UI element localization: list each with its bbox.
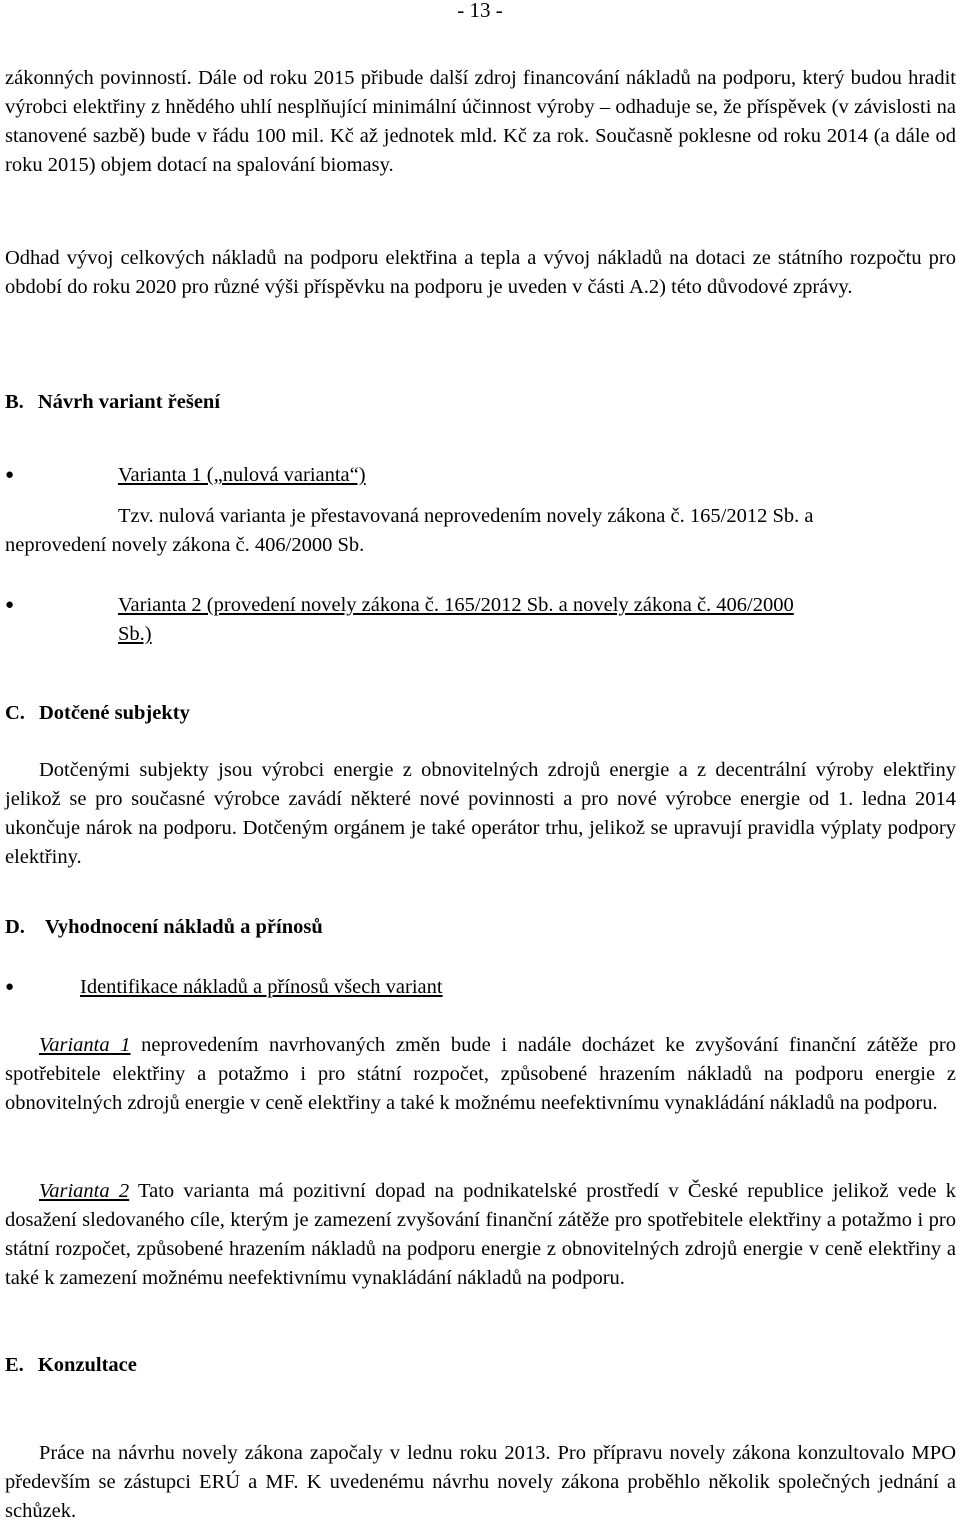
heading-title: Konzultace	[37, 1354, 137, 1376]
heading-letter: B.	[5, 391, 24, 413]
heading-title: Dotčené subjekty	[38, 702, 190, 724]
paragraph-funding: zákonných povinností. Dále od roku 2015 přibude další zdroj financování nákladů na podporu, který budou hradit výrobci elektřiny z hnědého uhlí nesplňující minimální účinnost výroby – odhaduje se, že příspěvek (v závislosti na stanovené sazbě) bude v řádu 100 mil. Kč až jednotek mld. Kč za rok. Současně poklesne od roku 2014 (a dále od roku 2015) objem dotací na spalování biomasy.	[5, 67, 956, 176]
variant-1-text: neprovedením navrhovaných změn bude i nadále docházet ke zvyšování finanční zátěže pro spotřebitele elektřiny a potažmo i pro státní rozpočet, způsobené hrazením nákladů na podporu energie z obnovitelných zdrojů energie v ceně elektřiny a také k možnému neefektivnímu vynakládání nákladů na podporu.	[5, 1034, 956, 1114]
page-number: - 13 -	[457, 0, 503, 22]
paragraph-consultation: Práce na návrhu novely zákona započaly v lednu roku 2013. Pro přípravu novely zákona konzultovalo MPO především se zástupci ERÚ a MF. K uvedenému návrhu novely zákona proběhlo několik společných jednání a schůzek.	[5, 1442, 956, 1522]
heading-section-e	[5, 1351, 137, 1380]
variant-1-desc-line1: Tzv. nulová varianta je přestavovaná neprovedením novely zákona č. 165/2012 Sb. a	[118, 505, 814, 527]
variant-2-title-line1: Varianta 2 (provedení novely zákona č. 165/2012 Sb. a novely zákona č. 406/2000	[118, 594, 794, 616]
bullet-icon: ●	[5, 597, 15, 613]
heading-letter: D.	[5, 916, 25, 938]
heading-title: Návrh variant řešení	[37, 391, 221, 413]
variant-2-text: Tato varianta má pozitivní dopad na podnikatelské prostředí v České republice jelikož vede k dosažení sledovaného cíle, kterým je zamezení zvyšování finanční zátěže pro spotřebitele elektřiny a potažmo i pro státní rozpočet, způsobené hrazením nákladů na podporu energie z obnovitelných zdrojů energie v ceně elektřiny a také k zamezení možnému neefektivnímu vynakládání nákladů na podporu.	[5, 1180, 957, 1289]
heading-title: Vyhodnocení nákladů a přínosů	[44, 916, 323, 938]
variant-1-title: Varianta 1 („nulová varianta“)	[118, 464, 366, 486]
bullet-variant-1	[5, 461, 956, 490]
bullet-identification	[5, 973, 956, 1002]
heading-section-d	[5, 913, 323, 942]
heading-section-c	[5, 699, 190, 728]
variant-2-label: Varianta 2	[39, 1180, 130, 1202]
identification-title: Identifikace nákladů a přínosů všech variant	[80, 976, 443, 998]
heading-section-b	[5, 388, 220, 417]
paragraph-affected-subjects: Dotčenými subjekty jsou výrobci energie z obnovitelných zdrojů energie a z decentrální výroby elektřiny jelikož se pro současné výrobce zavádí některé nové povinnosti a pro nové výrobce energie od 1. ledna 2014 ukončuje nárok na podporu. Dotčeným orgánem je také operátor trhu, jelikož se upravují pravidla výplaty podpory elektřiny.	[5, 759, 956, 868]
paragraph-estimate: Odhad vývoj celkových nákladů na podporu elektřina a tepla a vývoj nákladů na dotaci ze státního rozpočtu pro období do roku 2020 pro různé výši příspěvku na podporu je uveden v části A.2) této důvodové zprávy.	[5, 247, 956, 298]
bullet-icon: ●	[5, 979, 15, 995]
bullet-icon: ●	[5, 467, 15, 483]
variant-1-description	[5, 502, 956, 560]
bullet-variant-2	[5, 591, 956, 649]
variant-1-desc-line2: neprovedení novely zákona č. 406/2000 Sb.	[5, 534, 365, 556]
variant-1-label: Varianta 1	[39, 1034, 131, 1056]
heading-letter: C.	[5, 702, 25, 724]
paragraph-variant-2	[5, 1177, 956, 1293]
paragraph-variant-1	[5, 1031, 956, 1118]
variant-2-title-line2: Sb.)	[118, 623, 152, 645]
heading-letter: E.	[5, 1354, 24, 1376]
